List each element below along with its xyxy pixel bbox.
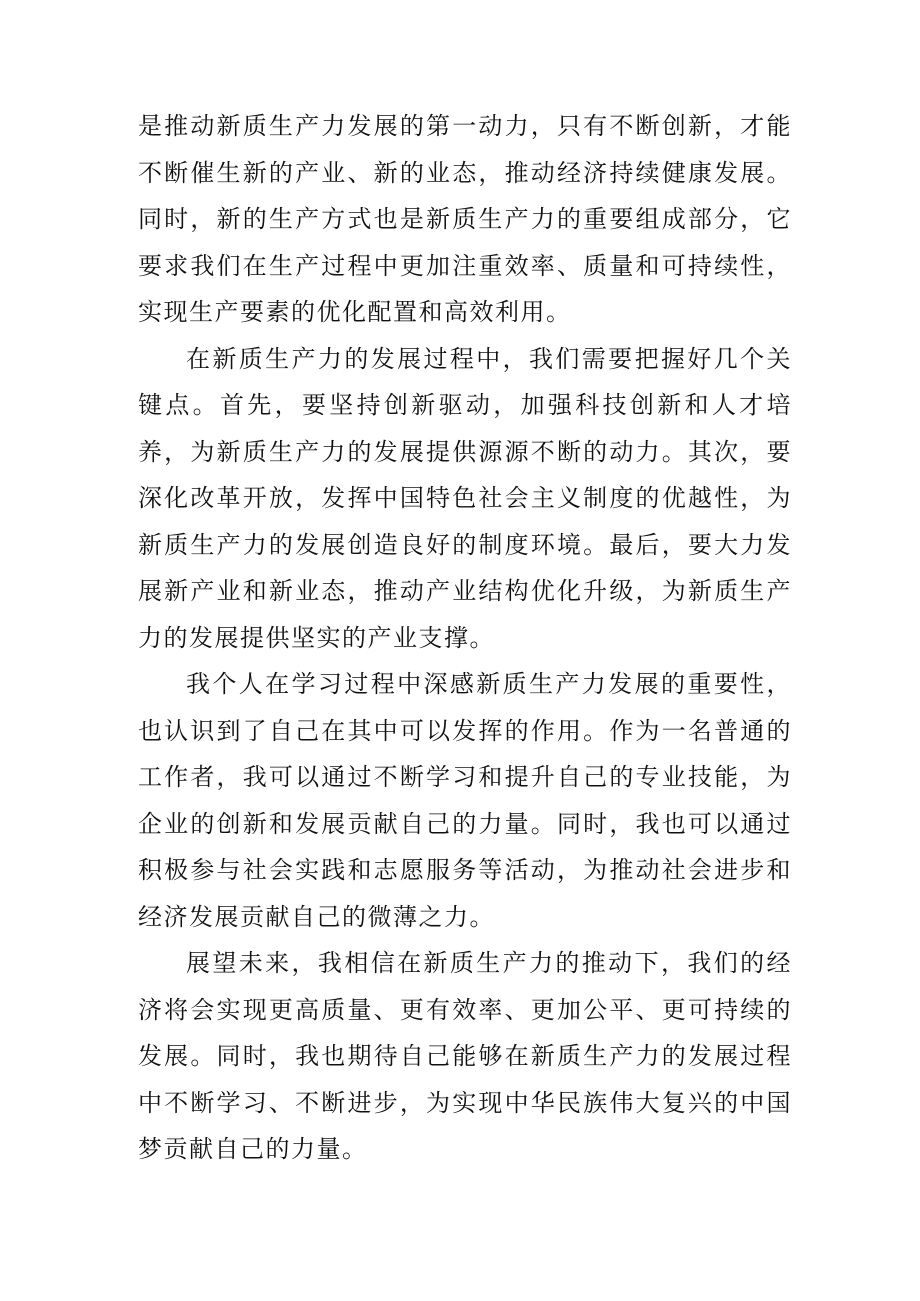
document-body [138, 103, 792, 1173]
paragraph-3: 我个人在学习过程中深感新质生产力发展的重要性，也认识到了自己在其中可以发挥的作用。作为一名普通的工作者，我可以通过不断学习和提升自己的专业技能，为企业的创新和发展贡献自己的力量。同时，我也可以通过积极参与社会实践和志愿服务等活动，为推动社会进步和经济发展贡献自己的微薄之力。 [138, 670, 792, 931]
paragraph-2: 在新质生产力的发展过程中，我们需要把握好几个关键点。首先，要坚持创新驱动，加强科技创新和人才培养，为新质生产力的发展提供源源不断的动力。其次，要深化改革开放，发挥中国特色社会主义制度的优越性，为新质生产力的发展创造良好的制度环境。最后，要大力发展新产业和新业态，推动产业结构优化升级，为新质生产力的发展提供坚实的产业支撑。 [138, 344, 792, 652]
paragraph-4: 展望未来，我相信在新质生产力的推动下，我们的经济将会实现更高质量、更有效率、更加公平、更可持续的发展。同时，我也期待自己能够在新质生产力的发展过程中不断学习、不断进步，为实现中华民族伟大复兴的中国梦贡献自己的力量。 [138, 949, 792, 1163]
paragraph-1: 是推动新质生产力发展的第一动力，只有不断创新，才能不断催生新的产业、新的业态，推动经济持续健康发展。同时，新的生产方式也是新质生产力的重要组成部分，它要求我们在生产过程中更加注重效率、质量和可持续性，实现生产要素的优化配置和高效利用。 [138, 112, 792, 326]
